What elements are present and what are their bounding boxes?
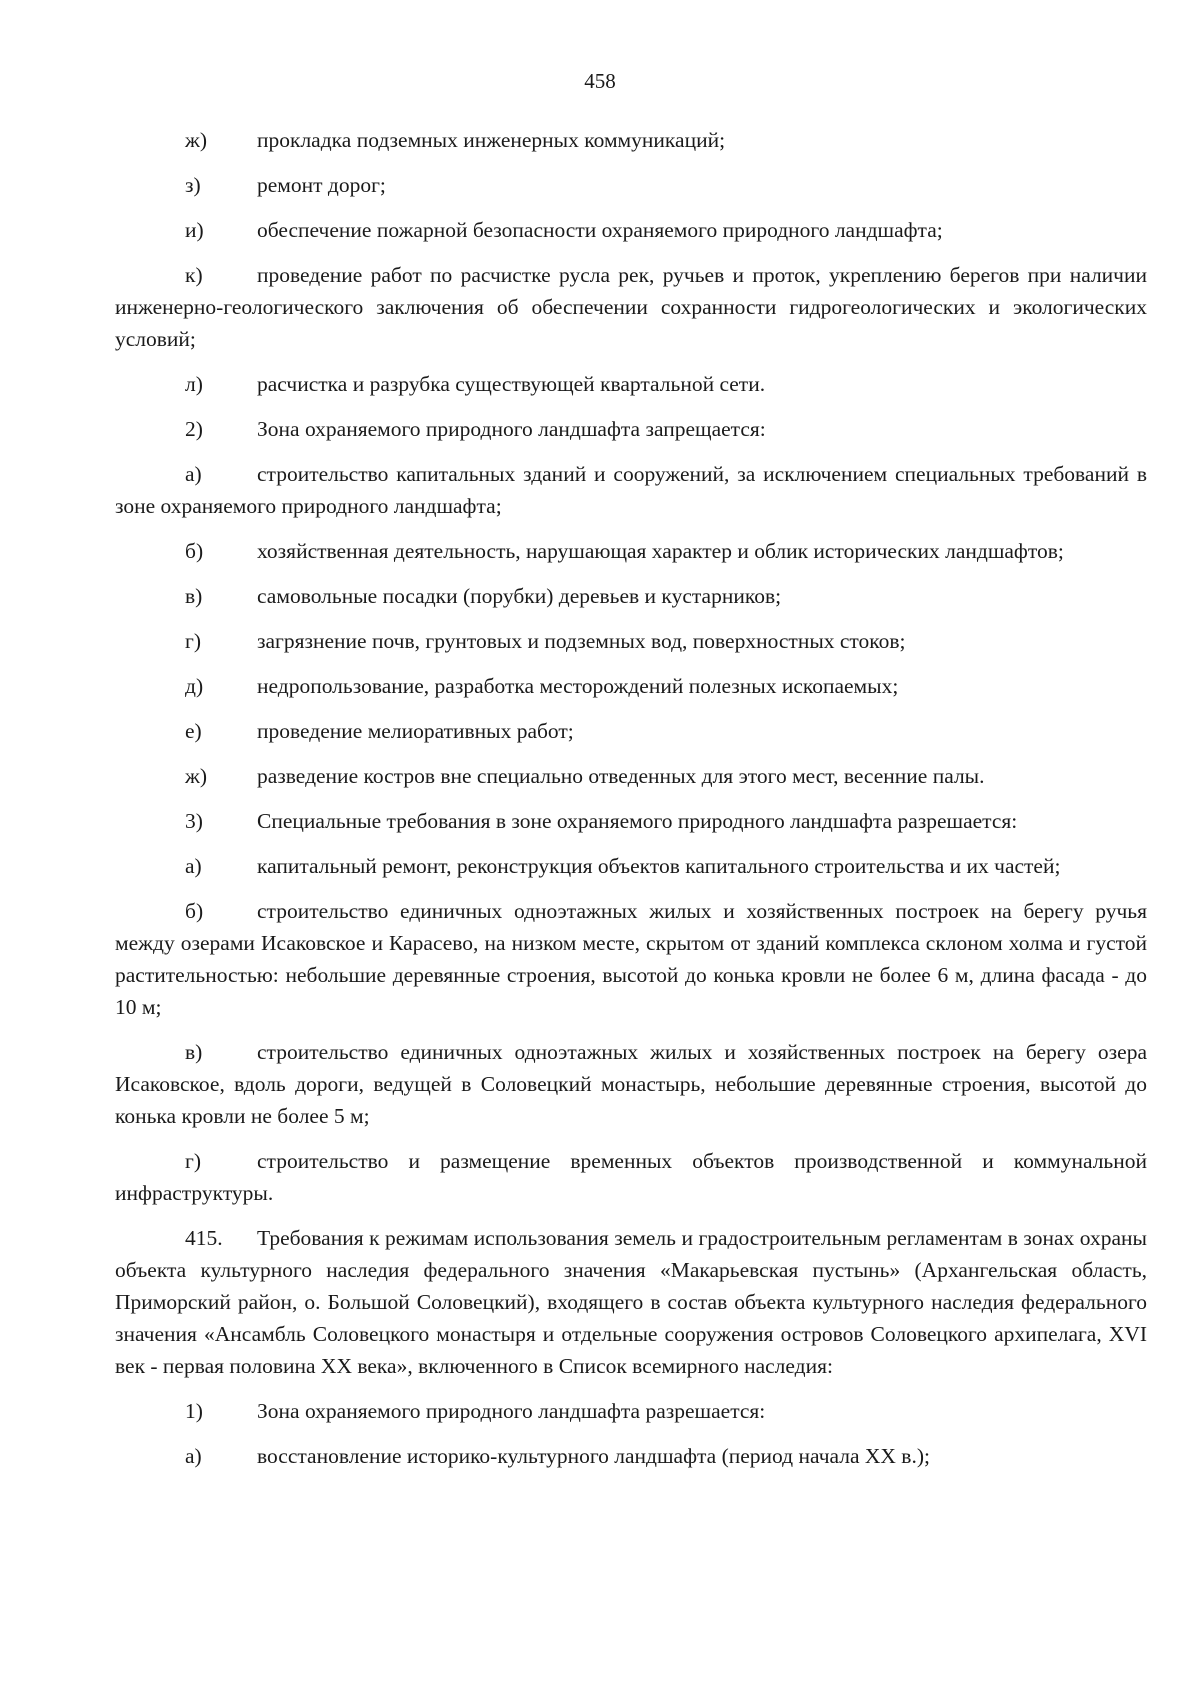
- list-item-text: самовольные посадки (порубки) деревьев и кустарников;: [257, 584, 782, 608]
- list-item: [115, 670, 1147, 702]
- list-item-text: прокладка подземных инженерных коммуникаций;: [257, 128, 726, 152]
- list-item-marker: 3): [185, 809, 203, 833]
- list-item-text: хозяйственная деятельность, нарушающая характер и облик исторических ландшафтов;: [257, 539, 1064, 563]
- list-item-marker: и): [185, 218, 204, 242]
- document-body: [115, 124, 1147, 1485]
- list-item-marker: з): [185, 173, 201, 197]
- list-item-marker: ж): [185, 764, 208, 788]
- list-item-text: загрязнение почв, грунтовых и подземных вод, поверхностных стоков;: [257, 629, 906, 653]
- list-item-marker: 415.: [185, 1226, 223, 1250]
- list-item: [115, 368, 1147, 400]
- list-item-marker: а): [185, 854, 202, 878]
- list-item: [115, 850, 1147, 882]
- list-item-marker: д): [185, 674, 204, 698]
- list-item-text: недропользование, разработка месторождений полезных ископаемых;: [257, 674, 899, 698]
- list-item-text: обеспечение пожарной безопасности охраняемого природного ландшафта;: [257, 218, 943, 242]
- list-item: [115, 715, 1147, 747]
- list-item: [115, 169, 1147, 201]
- list-item: [115, 259, 1147, 355]
- list-item: [115, 458, 1147, 522]
- list-item: [115, 124, 1147, 156]
- list-item-text: капитальный ремонт, реконструкция объектов капитального строительства и их частей;: [257, 854, 1061, 878]
- list-item-marker: е): [185, 719, 202, 743]
- list-item: [115, 1395, 1147, 1427]
- list-item: [115, 1222, 1147, 1382]
- list-item-marker: в): [185, 1040, 203, 1064]
- list-item-marker: к): [185, 263, 203, 287]
- list-item-text: строительство капитальных зданий и сооружений, за исключением специальных требований в зоне охраняемого природного ландшафта;: [115, 462, 1147, 518]
- list-item-text: строительство единичных одноэтажных жилых и хозяйственных построек на берегу ручья между озерами Исаковское и Карасево, на низком месте, скрытом от зданий комплекса склоном холма и густой растительностью: небольшие деревянные строения, высотой до конька кровли не более 6 м, длина фасада - до 10 м;: [115, 899, 1147, 1019]
- list-item-marker: л): [185, 372, 203, 396]
- list-item-text: строительство единичных одноэтажных жилых и хозяйственных построек на берегу озера Исаковское, вдоль дороги, ведущей в Соловецкий монастырь, небольшие деревянные строения, высотой до конька кровли не более 5 м;: [115, 1040, 1147, 1128]
- list-item-text: Зона охраняемого природного ландшафта разрешается:: [257, 1399, 766, 1423]
- list-item-text: разведение костров вне специально отведенных для этого мест, весенние палы.: [257, 764, 985, 788]
- list-item: [115, 805, 1147, 837]
- list-item-text: строительство и размещение временных объектов производственной и коммунальной инфраструктуры.: [115, 1149, 1147, 1205]
- list-item-marker: а): [185, 1444, 202, 1468]
- list-item-marker: г): [185, 1149, 201, 1173]
- list-item: [115, 214, 1147, 246]
- list-item: [115, 760, 1147, 792]
- list-item-text: проведение работ по расчистке русла рек, ручьев и проток, укреплению берегов при наличии инженерно-геологического заключения об обеспечении сохранности гидрогеологических и экологических условий;: [115, 263, 1147, 351]
- list-item-text: ремонт дорог;: [257, 173, 386, 197]
- list-item: [115, 895, 1147, 1023]
- list-item-text: восстановление историко-культурного ландшафта (период начала XX в.);: [257, 1444, 930, 1468]
- list-item: [115, 535, 1147, 567]
- list-item: [115, 625, 1147, 657]
- list-item: [115, 413, 1147, 445]
- list-item-text: Требования к режимам использования земель и градостроительным регламентам в зонах охраны объекта культурного наследия федерального значения «Макарьевская пустынь» (Архангельская область, Приморский район, о. Большой Соловецкий), входящего в состав объекта культурного наследия федерального значения «Ансамбль Соловецкого монастыря и отдельные сооружения островов Соловецкого архипелага, XVI век - первая половина XX века», включенного в Список всемирного наследия:: [115, 1226, 1147, 1378]
- list-item-text: проведение мелиоративных работ;: [257, 719, 574, 743]
- list-item-marker: 1): [185, 1399, 203, 1423]
- list-item-marker: 2): [185, 417, 203, 441]
- list-item-marker: б): [185, 539, 204, 563]
- list-item-marker: а): [185, 462, 202, 486]
- list-item: [115, 1036, 1147, 1132]
- list-item-text: Специальные требования в зоне охраняемого природного ландшафта разрешается:: [257, 809, 1018, 833]
- list-item-text: Зона охраняемого природного ландшафта запрещается:: [257, 417, 766, 441]
- list-item-marker: г): [185, 629, 201, 653]
- list-item: [115, 580, 1147, 612]
- list-item-marker: б): [185, 899, 204, 923]
- list-item-marker: ж): [185, 128, 208, 152]
- list-item-text: расчистка и разрубка существующей квартальной сети.: [257, 372, 766, 396]
- page-number: 458: [584, 69, 616, 93]
- list-item: [115, 1440, 1147, 1472]
- list-item: [115, 1145, 1147, 1209]
- list-item-marker: в): [185, 584, 203, 608]
